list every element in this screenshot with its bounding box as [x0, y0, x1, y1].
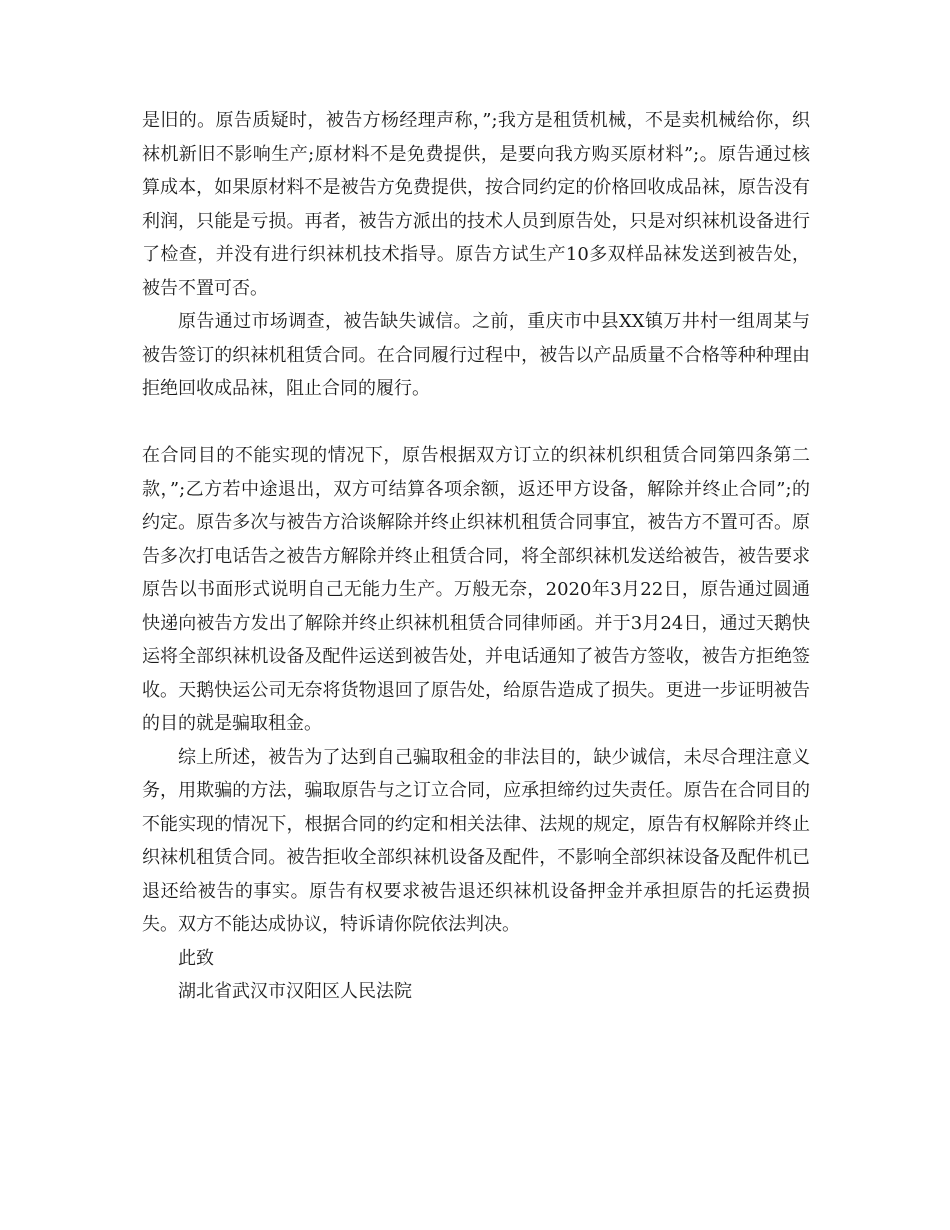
paragraph-continuation: 是旧的。原告质疑时，被告方杨经理声称，”;我方是租赁机械，不是卖机械给你，织袜机新旧不影响生产;原材料不是免费提供，是要向我方购买原材料”;。原告通过核算成本，如果原材料不是被告方免费提供，按合同约定的价格回收成品袜，原告没有利润，只能是亏损。再者，被告方派出的技术人员到原告处，只是对织袜机设备进行了检查，并没有进行织袜机技术指导。原告方试生产10多双样品袜发送到被告处，被告不置可否。	[142, 110, 810, 299]
closing-salutation: 此致	[178, 947, 214, 969]
court-recipient: 湖北省武汉市汉阳区人民法院	[178, 981, 412, 1002]
paragraph-market-survey: 原告通过市场调查，被告缺失诚信。之前，重庆市中县XX镇万井村一组周某与被告签订的织袜机租赁合同。在合同履行过程中，被告以产品质量不合格等种种理由拒绝回收成品袜，阻止合同的履行。	[142, 311, 810, 399]
paragraph-conclusion: 综上所述，被告为了达到自己骗取租金的非法目的，缺少诚信，未尽合理注意义务，用欺骗的方法，骗取原告与之订立合同，应承担缔约过失责任。原告在合同目的不能实现的情况下，根据合同的约定和相关法律、法规的规定，原告有权解除并终止织袜机租赁合同。被告拒收全部织袜机设备及配件，不影响全部织袜设备及配件机已退还给被告的事实。原告有权要求被告退还织袜机设备押金并承担原告的托运费损失。双方不能达成协议，特诉请你院依法判决。	[142, 746, 810, 935]
paragraph-contract-termination: 在合同目的不能实现的情况下，原告根据双方订立的织袜机织租赁合同第四条第二款，”;乙方若中途退出，双方可结算各项余额，返还甲方设备，解除并终止合同”;的约定。原告多次与被告方洽谈解除并终止织袜机租赁合同事宜，被告方不置可否。原告多次打电话告之被告方解除并终止租赁合同，将全部织袜机发送给被告，被告要求原告以书面形式说明自己无能力生产。万般无奈，2020年3月22日，原告通过圆通快递向被告方发出了解除并终止织袜机租赁合同律师函。并于3月24日，通过天鹅快运将全部织袜机设备及配件运送到被告处，并电话通知了被告方签收，被告方拒绝签收。天鹅快运公司无奈将货物退回了原告处，给原告造成了损失。更进一步证明被告的目的就是骗取租金。	[142, 445, 810, 734]
document-body	[142, 104, 810, 1009]
blank-line	[142, 406, 810, 440]
